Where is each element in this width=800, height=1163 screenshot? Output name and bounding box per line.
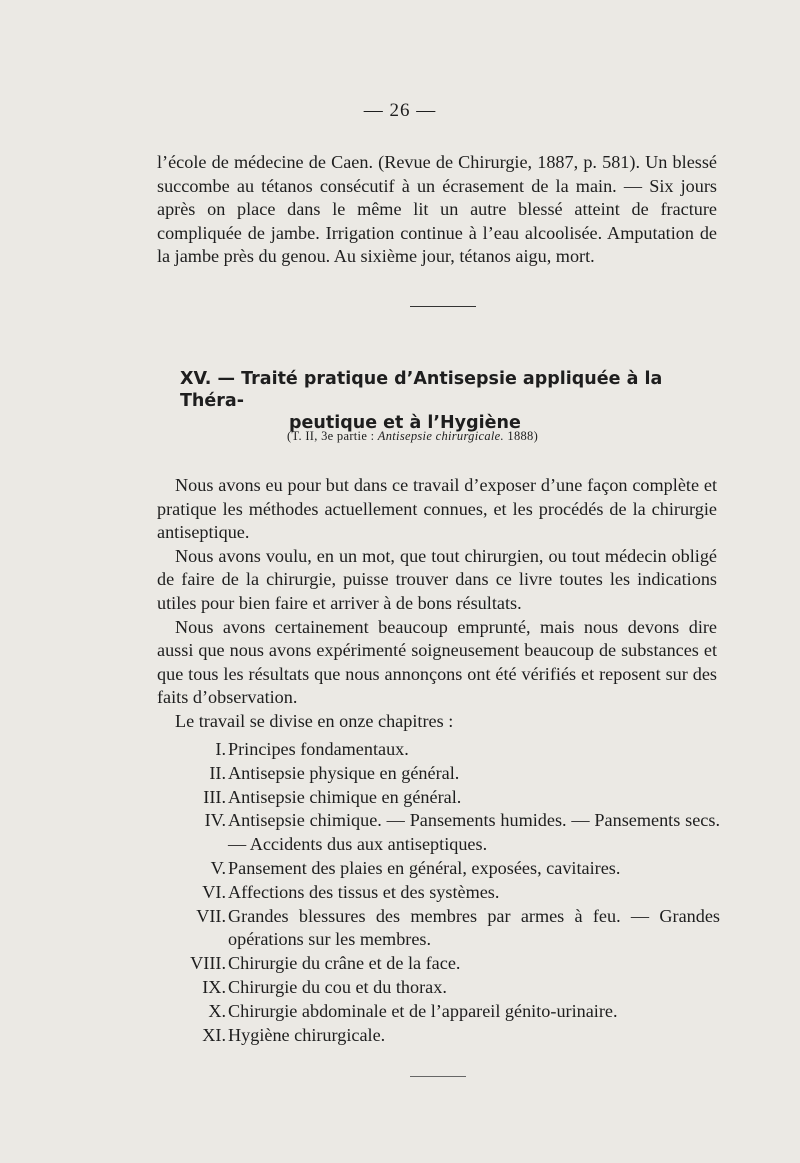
chapter-label: Chirurgie du cou et du thorax. <box>228 976 447 997</box>
chapter-number: XI. <box>202 1024 226 1045</box>
chapter-item <box>160 762 720 786</box>
source-prefix: (T. II, 3e partie : <box>287 429 378 443</box>
chapter-number: VII. <box>196 905 226 926</box>
source-suffix: 1888) <box>503 429 539 443</box>
chapter-number: IV. <box>204 810 226 831</box>
chapter-item <box>160 905 720 953</box>
chapter-label: Affections des tissus et des systèmes. <box>228 881 500 902</box>
chapter-item <box>160 809 720 857</box>
chapter-item <box>160 1024 720 1048</box>
chapter-number: IX. <box>202 976 226 997</box>
chapter-label: Pansement des plaies en général, exposées, cavitaires. <box>228 857 621 878</box>
chapter-number: VI. <box>202 881 226 902</box>
paragraph: Nous avons voulu, en un mot, que tout chirurgien, ou tout médecin obligé de faire de la chirurgie, puisse trouver dans ce livre toutes les indications utiles pour bien faire et arriver à de bons résultats. <box>157 545 717 613</box>
chapter-label: Antisepsie physique en général. <box>228 762 460 783</box>
page-number: — 26 — <box>363 100 437 121</box>
section-title-line1: XV. — Traité pratique d’Antisepsie appliquée à la Théra- <box>180 369 663 411</box>
bottom-divider <box>410 1076 466 1077</box>
intro-paragraph: l’école de médecine de Caen. (Revue de Chirurgie, 1887, p. 581). Un blessé succombe au tétanos consécutif à un écrasement de la main. — Six jours après on place dans le même lit un autre blessé atteint de fracture compliquée de jambe. Irrigation continue à l’eau alcoolisée. Amputation de la jambe près du genou. Au sixième jour, tétanos aigu, mort. <box>157 152 717 267</box>
section-divider <box>410 306 476 307</box>
chapter-number: VIII. <box>190 953 226 974</box>
paragraph: Nous avons eu pour but dans ce travail d’exposer d’une façon complète et pratique les méthodes actuellement connues, et les procédés de la chirurgie antiseptique. <box>157 475 717 543</box>
chapter-label: Antisepsie chimique. — Pansements humides. — Pansements secs. — Accidents dus aux antiseptiques. <box>228 810 720 855</box>
chapter-number: II. <box>209 762 226 783</box>
chapter-label: Principes fondamentaux. <box>228 739 409 759</box>
section-title <box>180 368 700 434</box>
chapter-item <box>160 1000 720 1024</box>
chapter-list <box>160 738 720 1047</box>
chapter-label: Chirurgie du crâne et de la face. <box>228 953 461 974</box>
intro-paragraph-block <box>157 151 717 269</box>
chapter-item <box>160 881 720 905</box>
chapter-label: Hygiène chirurgicale. <box>228 1024 386 1045</box>
source-italic: Antisepsie chirurgicale. <box>377 429 504 443</box>
chapter-label: Grandes blessures des membres par armes à feu. — Grandes opérations sur les membres. <box>228 905 720 950</box>
paragraph: Le travail se divise en onze chapitres : <box>175 710 454 731</box>
chapter-number: III. <box>203 786 226 807</box>
chapter-number: I. <box>215 739 226 759</box>
body-paragraphs <box>157 474 717 734</box>
chapter-item <box>160 976 720 1000</box>
section-title-line2: peutique et à l’Hygiène <box>289 413 521 433</box>
chapter-item <box>160 738 720 762</box>
chapter-number: X. <box>208 1000 226 1021</box>
chapter-label: Chirurgie abdominale et de l’appareil génito-urinaire. <box>228 1000 618 1021</box>
chapter-item <box>160 857 720 881</box>
paragraph: Nous avons certainement beaucoup emprunté, mais nous devons dire aussi que nous avons expérimenté soigneusement beaucoup de substances et que tous les résultats que nous annonçons ont été vérifiés et reposent sur des faits d’observation. <box>157 616 717 708</box>
section-source <box>287 429 538 444</box>
chapter-number: V. <box>210 857 226 878</box>
chapter-label: Antisepsie chimique en général. <box>228 786 462 807</box>
chapter-item <box>160 952 720 976</box>
chapter-item <box>160 786 720 810</box>
